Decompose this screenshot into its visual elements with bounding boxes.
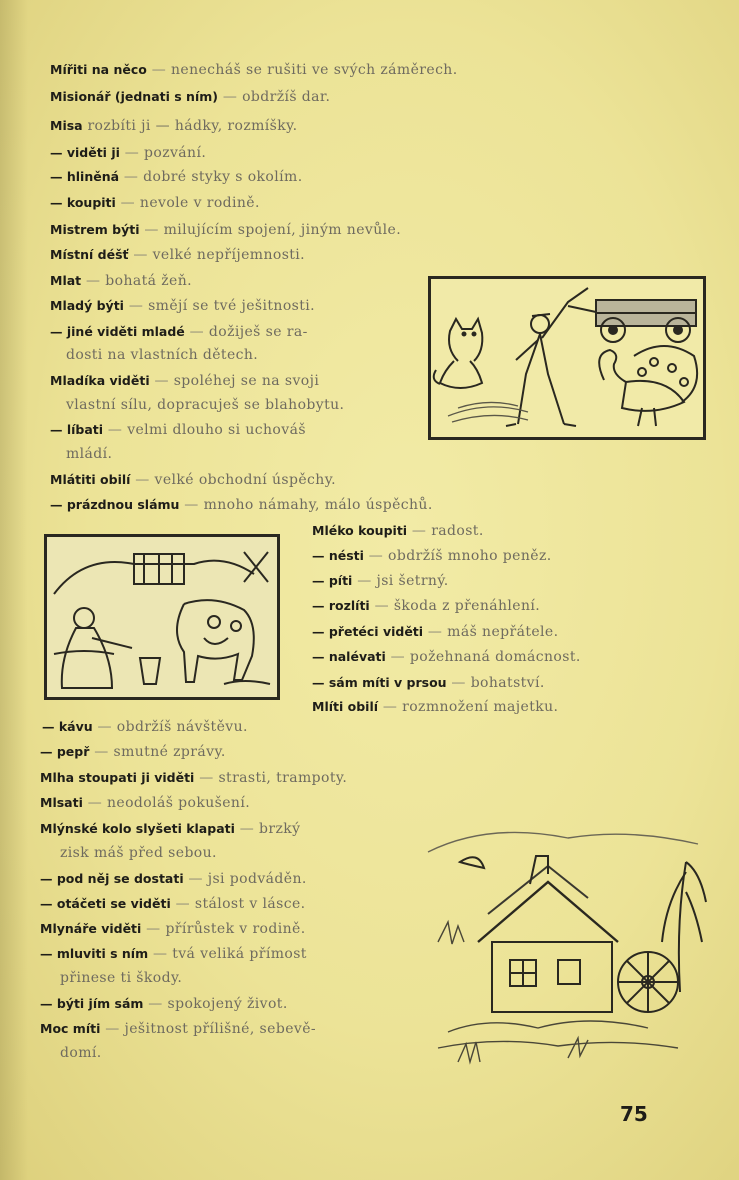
entry-continuation: vlastní sílu, dopracuješ se blahobytu. xyxy=(66,397,345,413)
entry-continuation: dosti na vlastních dětech. xyxy=(66,347,259,363)
water-wheel-icon xyxy=(618,952,678,1012)
dictionary-entry: — sám míti v prsou — bohatství. xyxy=(312,675,545,691)
dictionary-entry: Misionář (jednati s ním) — obdržíš dar. xyxy=(50,89,331,105)
sky-lines xyxy=(428,832,698,852)
dictionary-entry: — pepř — smutné zprávy. xyxy=(40,744,226,760)
dictionary-entry: Mlsati — neodoláš pokušení. xyxy=(40,795,251,811)
dictionary-entry: Mlynáře viděti — přírůstek v rodině. xyxy=(40,921,306,937)
dictionary-entry: — mluviti s ním — tvá veliká přímost xyxy=(40,946,307,962)
dictionary-entry: — jiné viděti mladé — dožiješ se ra- xyxy=(50,324,308,340)
dictionary-entry: — hliněná — dobré styky s okolím. xyxy=(50,169,303,185)
chimney-icon xyxy=(530,856,548,884)
milking-illustration xyxy=(44,534,280,700)
dictionary-entry: Mladý býti — smějí se tvé ješitnosti. xyxy=(50,298,315,314)
dictionary-entry: — přetéci viděti — máš nepřátele. xyxy=(312,624,559,640)
entry-continuation: zisk máš před sebou. xyxy=(60,845,217,861)
entry-continuation: mládí. xyxy=(66,446,113,462)
dictionary-entry: Moc míti — ješitnost přílišné, sebevě- xyxy=(40,1021,317,1037)
dictionary-entry: — býti jím sám — spokojený život. xyxy=(40,996,288,1012)
dictionary-entry: — otáčeti se viděti — stálost v lásce. xyxy=(40,896,306,912)
dictionary-entry: Misa rozbíti ji — hádky, rozmíšky. xyxy=(50,118,298,134)
dictionary-entry: — píti — jsi šetrný. xyxy=(312,573,449,589)
entry-continuation: domí. xyxy=(60,1045,102,1061)
dictionary-entry: — kávu — obdržíš návštěvu. xyxy=(42,719,248,735)
dictionary-entry: — prázdnou slámu — mnoho námahy, málo úspěchů. xyxy=(50,497,433,513)
dictionary-entry: — nésti — obdržíš mnoho peněz. xyxy=(312,548,552,564)
entry-continuation: přinese ti škody. xyxy=(60,970,183,986)
dictionary-entry: Mlátiti obilí — velké obchodní úspěchy. xyxy=(50,472,337,488)
dictionary-entry: Mléko koupiti — radost. xyxy=(312,523,484,539)
page-number: 75 xyxy=(620,1102,648,1126)
dictionary-entry: Mlýnské kolo slyšeti klapati — brzký xyxy=(40,821,301,837)
dictionary-entry: — koupiti — nevole v rodině. xyxy=(50,195,260,211)
dictionary-entry: — pod něj se dostati — jsi podváděn. xyxy=(40,871,307,887)
thresher-illustration xyxy=(428,276,706,440)
dictionary-entry: Mlha stoupati ji viděti — strasti, trampoty. xyxy=(40,770,348,786)
dictionary-entry: — viděti ji — pozvání. xyxy=(50,145,207,161)
dictionary-entry: — nalévati — požehnaná domácnost. xyxy=(312,649,581,665)
dictionary-entry: Mlíti obilí — rozmnožení majetku. xyxy=(312,699,559,715)
dictionary-entry: Mistrem býti — milujícím spojení, jiným nevůle. xyxy=(50,222,402,238)
crescent-moon-icon xyxy=(460,857,484,868)
mill-house-icon xyxy=(478,856,618,1012)
dictionary-entry: — líbati — velmi dlouho si uchováš xyxy=(50,422,306,438)
mill-illustration xyxy=(418,822,714,1082)
dictionary-entry: Mladíka viděti — spoléhej se na svoji xyxy=(50,373,320,389)
willow-tree-icon xyxy=(662,862,706,992)
dictionary-entry: Mířiti na něco — nenecháš se rušiti ve svých záměrech. xyxy=(50,62,458,78)
dictionary-entry: Mlat — bohatá žeň. xyxy=(50,273,192,289)
dictionary-entry: — rozlíti — škoda z přenáhlení. xyxy=(312,598,541,614)
page-binding-shadow xyxy=(0,0,28,1180)
dictionary-entry: Místní déšť — velké nepříjemnosti. xyxy=(50,247,306,263)
